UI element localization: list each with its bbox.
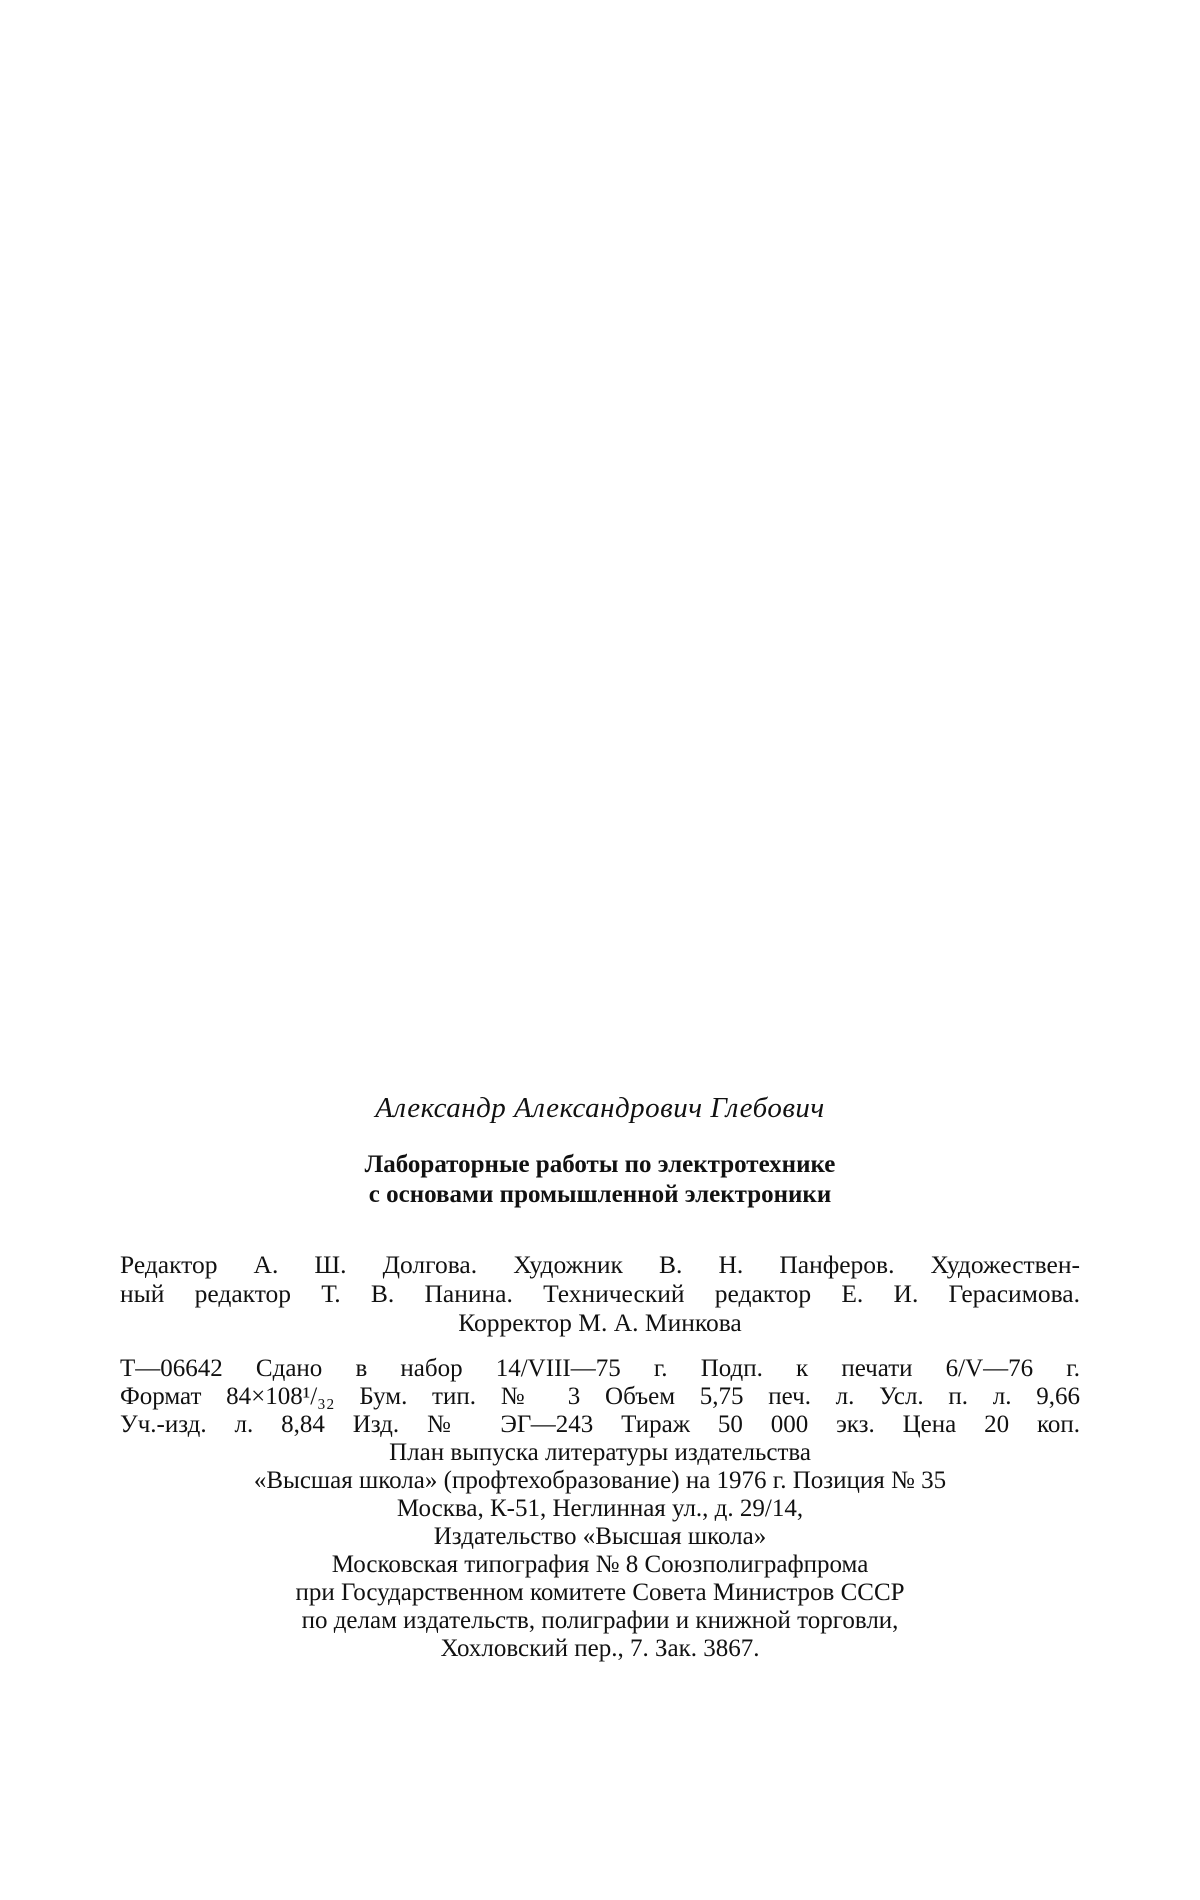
imprint-block (120, 1355, 1080, 1663)
imprint-line-10: по делам издательств, полиграфии и книжной торговли, (301, 1607, 899, 1634)
credits-line-1: Редактор А. Ш. Долгова. Художник В. Н. Панферов. Художествен- (120, 1250, 1080, 1279)
book-title (120, 1150, 1080, 1210)
credits-line-2: ный редактор Т. В. Панина. Технический редактор Е. И. Герасимова. (120, 1279, 1080, 1308)
imprint-line-8: Московская типография № 8 Союзполиграфпрома (331, 1551, 869, 1578)
book-title-line-1: Лабораторные работы по электротехнике (364, 1151, 836, 1178)
author-name: Александр Александрович Глебович (375, 1092, 825, 1124)
imprint-line-11: Хохловский пер., 7. Зак. 3867. (440, 1635, 760, 1662)
imprint-line-7: Издательство «Высшая школа» (433, 1523, 767, 1550)
imprint-line-6: Москва, К-51, Неглинная ул., д. 29/14, (396, 1495, 804, 1522)
book-title-line-2: с основами промышленной электроники (368, 1181, 832, 1208)
imprint-line-5: «Высшая школа» (профтехобразование) на 1976 г. Позиция № 35 (253, 1467, 947, 1494)
imprint-line-2: Формат 84×108¹/₃₂ Бум. тип. № 3 Объем 5,75 печ. л. Усл. п. л. 9,66 (120, 1383, 1080, 1410)
imprint-line-1: Т—06642 Сдано в набор 14/VIII—75 г. Подп. к печати 6/V—76 г. (120, 1355, 1080, 1382)
editorial-credits (120, 1250, 1080, 1337)
imprint-line-4: План выпуска литературы издательства (389, 1439, 811, 1466)
imprint-line-9: при Государственном комитете Совета Министров СССР (295, 1579, 905, 1606)
imprint-line-3: Уч.-изд. л. 8,84 Изд. № ЭГ—243 Тираж 50 000 экз. Цена 20 коп. (120, 1411, 1080, 1438)
credits-line-3: Корректор М. А. Минкова (458, 1308, 742, 1337)
